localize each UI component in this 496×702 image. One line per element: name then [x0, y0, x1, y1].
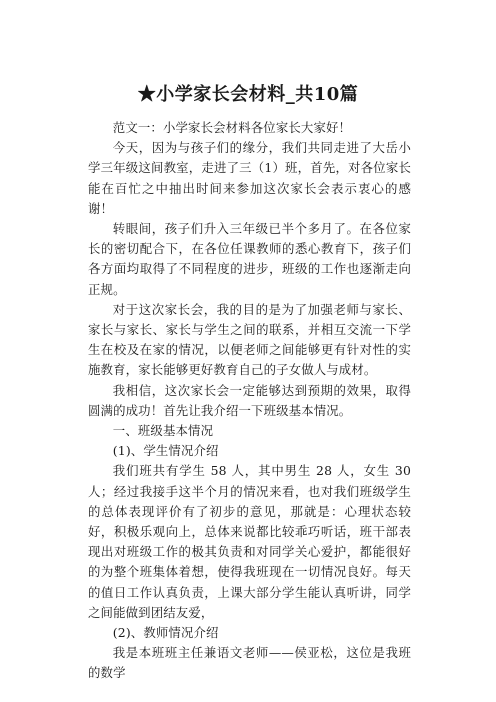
document-body	[88, 118, 411, 684]
subsection-heading: (2)、教师情况介绍	[112, 625, 219, 641]
section-heading: 一、班级基本情况	[112, 423, 214, 439]
paragraph: 范文一：小学家长会材料各位家长大家好！	[112, 120, 352, 135]
paragraph: 我们班共有学生 58 人，其中男生 28 人，女生 30 人；经过我接手这半个月的情况来看，也对我们班级学生的总体表现评价有了初步的意见，那就是：心理状态较好，积极乐观向上，总体来说都比较乖巧听话，班干部表现出对班级工作的极其负责和对同学关心爱护，都能很好的为整个班集体着想，使得我班现在一切情况良好。每天的值日工作认真负责，上课大部分学生能认真听讲，同学之间能做到团结友爱，	[88, 463, 411, 620]
paragraph: 转眼间，孩子们升入三年级已半个多月了。在各位家长的密切配合下，在各位任课教师的悉心教育下，孩子们各方面均取得了不同程度的进步，班级的工作也逐渐走向正规。	[88, 221, 411, 297]
paragraph: 我相信，这次家长会一定能够达到预期的效果，取得圆满的成功！首先让我介绍一下班级基本情况。	[88, 382, 411, 418]
paragraph: 对于这次家长会，我的目的是为了加强老师与家长、家长与家长、家长与学生之间的联系，并相互交流一下学生在校及在家的情况，以便老师之间能够更有针对性的实施教育，家长能够更好教育自己的子女做人与成材。	[88, 301, 411, 378]
paragraph: 我是本班班主任兼语文老师——侯亚松，这位是我班的数学	[88, 645, 411, 681]
document-title: ★小学家长会材料_共10篇	[137, 84, 359, 105]
subsection-heading: (1)、学生情况介绍	[112, 443, 219, 459]
paragraph: 今天，因为与孩子们的缘分，我们共同走进了大岳小学三年级这间教室，走进了三（1）班，首先，对各位家长能在百忙之中抽出时间来参加这次家长会表示衷心的感谢！	[88, 140, 411, 216]
